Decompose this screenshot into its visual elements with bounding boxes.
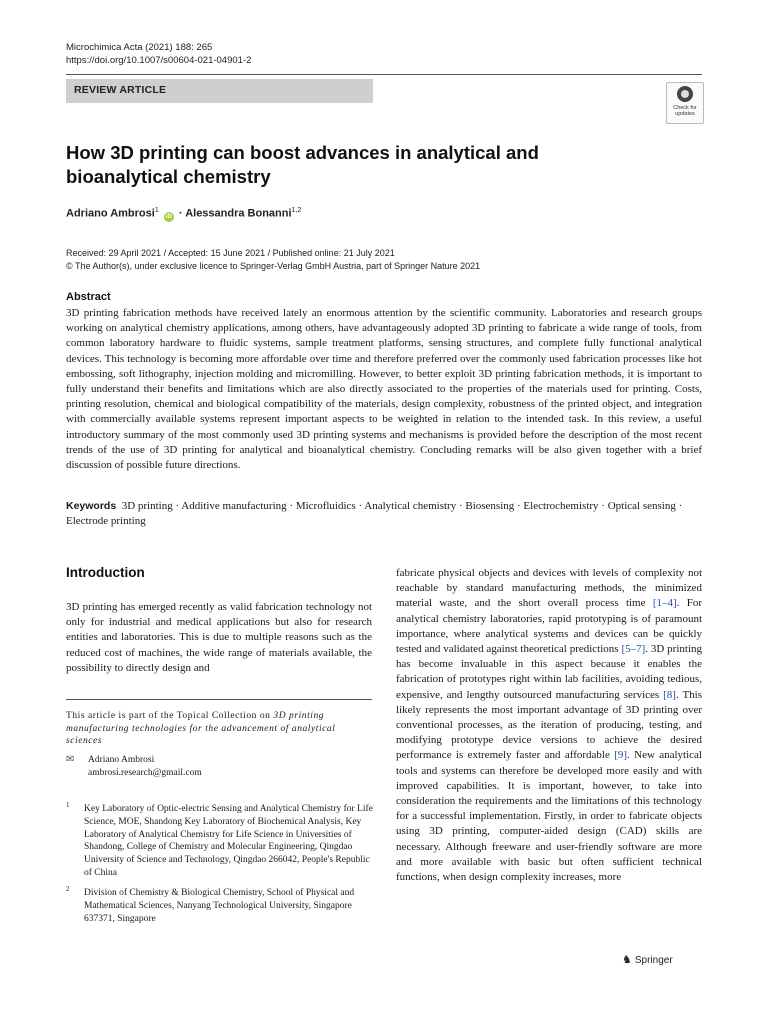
contact-email[interactable]: ambrosi.research@gmail.com: [88, 768, 202, 778]
intro-paragraph: . New analytical tools and systems can therefore be developed more easily and with improved capabilities. It is important, however, to take into consideration the requirements and the limitations of this technology for a successful implementation. Firstly, in order to fabricate objects using 3D printing, computer-aided design (CAD) skills are necessary. Although freeware and user-friendly software are more and more available with basic but often sufficient technical functions, when design complexity increases, more: [396, 749, 702, 884]
journal-citation: Microchimica Acta (2021) 188: 265: [66, 42, 213, 53]
citation-link[interactable]: [1–4]: [652, 597, 677, 610]
citation-link[interactable]: [5–7]: [621, 643, 646, 656]
doi-link[interactable]: https://doi.org/10.1007/s00604-021-04901-2: [66, 55, 252, 66]
topical-collection-note: [66, 710, 372, 748]
abstract-text: 3D printing fabrication methods have received lately an enormous attention by the scientific community. Laboratories and research groups working on analytical chemistry applications, among others, have advantageously adopted 3D printing to fabricate a wide range of tools, from common laboratory hardware to fluidic systems, sample treatment platforms, sensing structures, and complete fully functional analytical devices. This technology is becoming more affordable over time and therefore preferred over the commonly used fabrication processes like hot embossing, soft lithography, injection molding and micromilling. However, to better exploit 3D printing fabrication methods, it is important to fully understand their benefits and limitations which are also directly associated to the properties of the materials used for printing. Costs, printing resolution, chemical and biological compatibility of the materials, design complexity, robustness of the printed object, and integration with commercially available systems represent important aspects to be weighted in relation to the intended task. In this review, a useful introductory summary of the most commonly used 3D printing systems and mechanisms is provided before the description of the most recent trends of the use of 3D printing for analytical and bioanalytical chemistry. Concluding remarks will be also given together with a brief discussion of possible future directions.: [66, 307, 702, 472]
header-rule: [66, 74, 702, 75]
check-for-updates-button[interactable]: [666, 82, 704, 124]
orcid-icon[interactable]: iD: [165, 213, 172, 220]
citation-link[interactable]: [9]: [614, 749, 628, 762]
intro-paragraph: . 3D printing has become invaluable in this aspect because it enables the fabrication of prototypes right within lab facilities, avoiding tedious, expensive, and lengthy outsourced manufacturing services: [396, 643, 702, 701]
introduction-heading: Introduction: [66, 565, 145, 580]
keywords-list: 3D printing · Additive manufacturing · Microfluidics · Analytical chemistry · Biosensing · Electrochemistry · Optical sensing · Electrode printing: [66, 500, 683, 528]
author-name[interactable]: Adriano Ambrosi: [66, 207, 155, 220]
author-affiliation-ref: 1,2: [291, 207, 302, 214]
author-separator: ·: [178, 207, 183, 220]
journal-header: [66, 41, 251, 67]
collection-prefix: This article is part of the Topical Collection on: [66, 711, 274, 721]
article-type-badge: [66, 79, 373, 103]
copyright-notice: © The Author(s), under exclusive licence to Springer-Verlag GmbH Austria, part of Springer Nature 2021: [66, 261, 481, 271]
intro-paragraph: . For analytical chemistry laboratories, rapid prototyping is of paramount importance, where analytical systems and devices can be quickly tested and validated against theoretical predictions: [396, 597, 703, 656]
collection-title[interactable]: 3D printing manufacturing technologies for the advancement of analytical sciences: [66, 711, 336, 746]
publisher-name: Springer: [634, 955, 673, 966]
affiliation-text: Key Laboratory of Optic-electric Sensing and Analytical Chemistry for Life Science, MOE, Shandong Key Laboratory of Biochemical Analysis, Key Laboratory of Analytical Chemistry for Life Science in Universities of Shandong, College of Chemistry and Molecular Engineering, Qingdao University of Science and Technology, Qingdao 266042, People's Republic of China: [84, 804, 373, 878]
envelope-icon: ✉: [66, 754, 75, 765]
contact-name: Adriano Ambrosi: [88, 755, 155, 765]
affiliation-number: 1: [66, 801, 70, 809]
introduction-text-right: [396, 566, 702, 885]
author-list: [66, 207, 301, 222]
intro-paragraph: . This likely represents the most important advantage of 3D printing over conventional processes, as the iteration of producing, testing, and modifying prototype device versions to achieve the desired performance is extremely faster and affordable: [396, 688, 703, 762]
author-name[interactable]: Alessandra Bonanni: [185, 207, 292, 220]
keywords-section: [66, 499, 702, 529]
footnote-rule: [66, 699, 372, 700]
publication-dates: Received: 29 April 2021 / Accepted: 15 June 2021 / Published online: 21 July 2021: [66, 248, 395, 258]
introduction-text-left: 3D printing has emerged recently as valid fabrication technology not only for industrial and medical applications but also for research entities and laboratories. This is due to multiple reasons such as the reduced cost of machines, the wide range of materials available, the possibility to directly design and: [66, 601, 372, 674]
check-updates-label: Check for updates: [673, 105, 697, 117]
article-type-label: REVIEW ARTICLE: [74, 84, 167, 96]
affiliation-text: Division of Chemistry & Biological Chemistry, School of Physical and Mathematical Sciences, Nanyang Technological University, Singapore 637371, Singapore: [84, 888, 355, 924]
corresponding-author: [88, 754, 202, 780]
keywords-label: Keywords: [66, 500, 117, 512]
citation-link[interactable]: [8]: [663, 688, 676, 701]
abstract-heading: Abstract: [66, 291, 111, 303]
article-title: How 3D printing can boost advances in analytical and bioanalytical chemistry: [66, 142, 539, 187]
affiliation-number: 2: [66, 885, 70, 893]
author-affiliation-ref: 1: [154, 207, 159, 214]
publisher-logo: [622, 953, 673, 966]
check-updates-icon: [677, 86, 693, 102]
intro-paragraph: fabricate physical objects and devices with levels of complexity not reachable by standard manufacturing methods, the minimized material waste, and the short overall process time: [396, 567, 702, 610]
springer-horse-icon: ♞: [622, 954, 632, 966]
